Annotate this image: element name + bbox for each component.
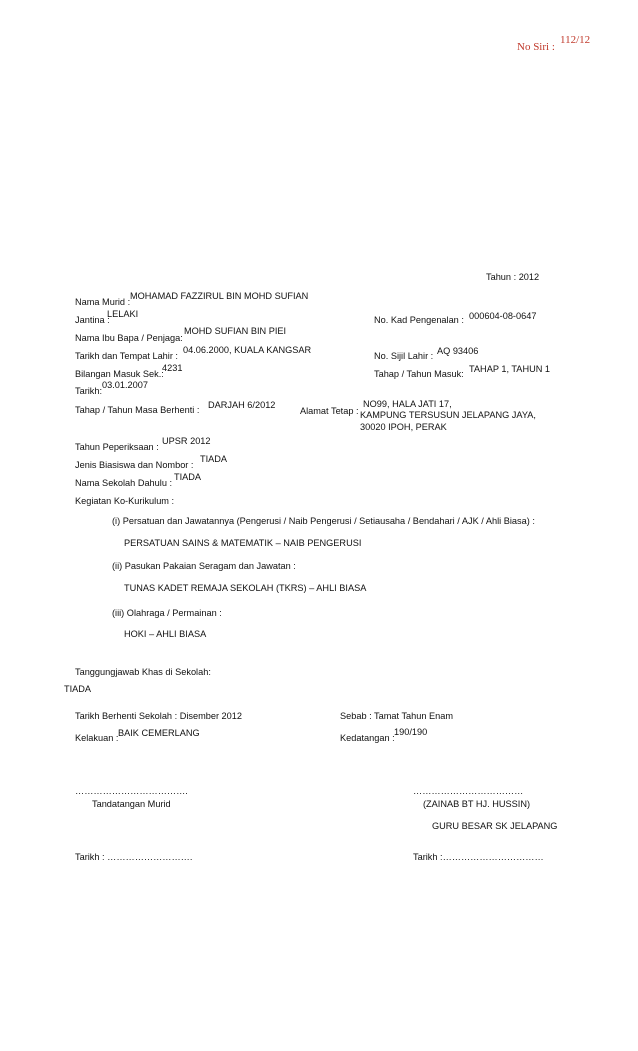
tandatangan-murid: Tandatangan Murid: [92, 799, 171, 809]
guru-jawatan: GURU BESAR SK JELAPANG: [432, 821, 558, 831]
tarikh-tempat-lahir-value: 04.06.2000, KUALA KANGSAR: [183, 345, 312, 355]
ibu-bapa-value: MOHD SUFIAN BIN PIEI: [184, 326, 287, 336]
peperiksaan-value: UPSR 2012: [162, 436, 211, 446]
sebab: Sebab : Tamat Tahun Enam: [340, 711, 454, 721]
kokurikulum-item-label: (ii) Pasukan Pakaian Seragam dan Jawatan :: [112, 561, 296, 571]
guru-nama: (ZAINAB BT HJ. HUSSIN): [423, 799, 531, 809]
tarikh-tempat-lahir-label: Tarikh dan Tempat Lahir :: [75, 351, 178, 361]
alamat-label: Alamat Tetap :: [300, 406, 359, 416]
sijil-lahir-label: No. Sijil Lahir :: [374, 351, 434, 361]
alamat-line1: NO99, HALA JATI 17,: [363, 399, 452, 409]
tanggungjawab-value: TIADA: [64, 684, 92, 694]
kokurikulum-item-value: HOKI – AHLI BIASA: [124, 629, 207, 639]
tahap-berhenti-label: Tahap / Tahun Masa Berhenti :: [75, 405, 200, 415]
sekolah-dahulu-label: Nama Sekolah Dahulu :: [75, 478, 173, 488]
kokurikulum-item-label: (iii) Olahraga / Permainan :: [112, 608, 222, 618]
bilangan-masuk-label: Bilangan Masuk Sek.:: [75, 369, 164, 379]
alamat-line3: 30020 IPOH, PERAK: [360, 422, 447, 432]
sijil-lahir-value: AQ 93406: [437, 346, 479, 356]
ibu-bapa-label: Nama Ibu Bapa / Penjaga:: [75, 333, 183, 343]
no-siri-label: No Siri :: [517, 41, 555, 53]
tahap-masuk-value: TAHAP 1, TAHUN 1: [469, 364, 551, 374]
no-kp-value: 000604-08-0647: [469, 311, 537, 321]
tahun-field: Tahun : 2012: [486, 272, 540, 282]
no-siri-value: 112/12: [560, 34, 591, 46]
jantina-value: LELAKI: [107, 309, 139, 319]
no-kp-label: No. Kad Pengenalan :: [374, 315, 464, 325]
kokurikulum-item-value: PERSATUAN SAINS & MATEMATIK – NAIB PENGERUSI: [124, 538, 362, 548]
kedatangan-value: 190/190: [394, 727, 428, 737]
jantina-label: Jantina :: [75, 315, 110, 325]
kelakuan-label: Kelakuan :: [75, 733, 119, 743]
biasiswa-value: TIADA: [200, 454, 228, 464]
kedatangan-label: Kedatangan :: [340, 733, 395, 743]
peperiksaan-label: Tahun Peperiksaan :: [75, 442, 159, 452]
signature-line-guru: ………………………………: [413, 786, 524, 796]
signature-line-murid: ……………………………….: [75, 786, 188, 796]
tarikh-murid: Tarikh : ……………………….: [75, 852, 193, 862]
biasiswa-label: Jenis Biasiswa dan Nombor :: [75, 460, 194, 470]
kokurikulum-item-label: (i) Persatuan dan Jawatannya (Pengerusi / Naib Pengerusi / Setiausaha / Bendahari / AJK / Ahli Biasa) :: [112, 516, 535, 526]
kokurikulum-item-value: TUNAS KADET REMAJA SEKOLAH (TKRS) – AHLI BIASA: [124, 583, 367, 593]
tarikh-guru: Tarikh :……………………………: [413, 852, 544, 862]
tahap-berhenti-value: DARJAH 6/2012: [208, 400, 276, 410]
tarikh-value: 03.01.2007: [102, 380, 148, 390]
tarikh-berhenti: Tarikh Berhenti Sekolah : Disember 2012: [75, 711, 242, 721]
tahap-masuk-label: Tahap / Tahun Masuk:: [374, 369, 464, 379]
kokurikulum-heading: Kegiatan Ko-Kurikulum :: [75, 496, 175, 506]
tanggungjawab-label: Tanggungjawab Khas di Sekolah:: [75, 667, 211, 677]
sekolah-dahulu-value: TIADA: [174, 472, 202, 482]
tarikh-label: Tarikh:: [75, 386, 103, 396]
bilangan-masuk-value: 4231: [162, 363, 183, 373]
kelakuan-value: BAIK CEMERLANG: [118, 728, 200, 738]
nama-murid-value: MOHAMAD FAZZIRUL BIN MOHD SUFIAN: [130, 291, 309, 301]
alamat-line2: KAMPUNG TERSUSUN JELAPANG JAYA,: [360, 410, 536, 420]
nama-murid-label: Nama Murid :: [75, 297, 131, 307]
